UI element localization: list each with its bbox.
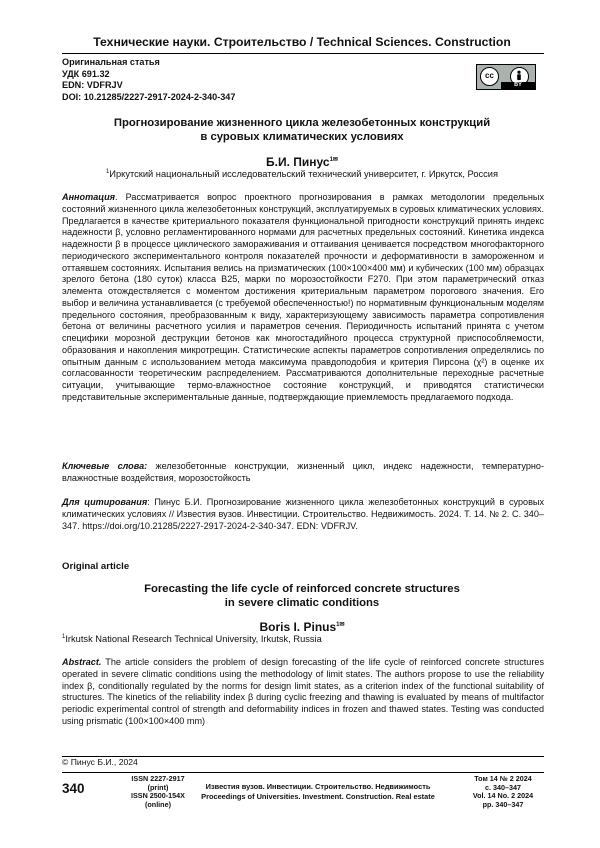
cc-by-license-badge[interactable] [476, 64, 536, 90]
en-affil-sup: 1 [62, 634, 66, 640]
udk: УДК 691.32 [62, 68, 110, 79]
ru-author-sup: 1✉ [329, 157, 338, 163]
doi[interactable]: DOI: 10.21285/2227-2917-2024-2-340-347 [62, 91, 236, 102]
article-type: Оригинальная статья [62, 57, 160, 67]
en-title [62, 582, 542, 610]
ru-keywords [62, 461, 544, 485]
ru-author [62, 155, 542, 169]
journal-header: Технические науки. Строительство / Technical Sciences. Construction [93, 35, 511, 49]
ru-citation [62, 497, 544, 532]
ru-title-line1: Прогнозирование жизненного цикла железобетонных конструкций [113, 117, 491, 129]
ru-title-line2: в суровых климатических условиях [200, 131, 404, 144]
en-article-type: Original article [62, 561, 130, 572]
ru-keywords-label: Ключевые слова: [62, 461, 148, 471]
ru-abstract-text: . Рассматривается вопрос проектного прогнозирования в рамках методологии предельных состояний жизненного цикла железобетонных конструкций, эксплуатируемых в суровых климатических условиях. Предлагается в качестве критериального показателя функциональной пригодности конструкций принять индекс надежности β, условно регламентированного нормами для расчетных предельных состояний. Кинетика индекса надежности β в процессе циклического замораживания и оттаивания ценивается посредством многофакторного периодического экспериментального контроля показателей прочности и деформативности в замороженном и оттаявшем состояниях. Испытания велись на призматических (100×100×400 мм) и кубических (100 мм) образцах зрелого бетона (180 суток) класса В25, марки по морозостойкости F270. При этом параметрический отказ элемента отождествляется с моментом достижения критериальным параметром порогового значения. Его выбор и величина устанавливается (с требуемой обеспеченностью!) по нормативным функциональным моделям предельного состояния, преобразованным к виду, характеризующему зависимость параметра сопротивления бетона от величины расчетного усилия и параметров сечения. Периодичность испытаний принята с учетом специфики морозной деструкции бетонов как многостадийного процесса структурной приспособляемости, образования и накопления микротрещин. Статистические аспекты параметров сопротивления определялись по опытным данным с использованием метода максимума правдоподобия и критерия Пирсона (χ²) в оценке их согласованности теоретическим распределением. Рассматриваются дополнительные переходные расчетные ситуации, учитывающие термо-влажностное состояние конструкций, и приводятся статистически представительные экспериментальные данные, подтверждающие приемлемость предлагаемого подхода. [62, 192, 544, 402]
en-abstract [62, 657, 544, 728]
ru-affil-sup: 1 [105, 169, 110, 175]
ru-abstract [62, 192, 544, 404]
pages-en: pp. 340–347 [482, 800, 524, 810]
header-rule [62, 53, 544, 54]
en-title-line2: in severe climatic conditions [224, 597, 380, 610]
en-title-line1: Forecasting the life cycle of reinforced concrete structures [144, 583, 460, 595]
en-affiliation-text: Irkutsk National Research Technical University, Irkutsk, Russia [65, 634, 322, 645]
ru-affiliation-text: Иркутский национальный исследовательский технический университет, г. Иркутск, Россия [109, 169, 499, 180]
ru-abstract-label: Аннотация [62, 192, 116, 202]
journal-name-block [183, 782, 453, 802]
en-author-name: Boris I. Pinus [259, 620, 337, 634]
copyright: © Пинус Б.И., 2024 [62, 757, 138, 767]
ru-citation-label: Для цитирования [62, 497, 148, 507]
article-meta [62, 57, 235, 103]
ru-affiliation [62, 169, 542, 179]
en-affiliation [62, 634, 542, 644]
ru-title [62, 116, 542, 144]
page-number: 340 [62, 781, 85, 796]
footer-rule [62, 772, 544, 773]
issn-print: ISSN 2227-2917 [131, 774, 185, 783]
en-author [62, 620, 542, 634]
issn-online-label: (online) [145, 800, 171, 810]
pages-ru: с. 340–347 [485, 782, 521, 792]
en-abstract-label: Abstract. [62, 657, 102, 667]
ru-keywords-text: железобетонные конструкции, жизненный цикл, индекс надежности, температурно-влажностные воздействия, морозостойкость [62, 461, 544, 483]
cc-icon: cc [480, 67, 499, 86]
en-author-sup: 1✉ [336, 622, 345, 628]
journal-name-en: Proceedings of Universities. Investment. Construction. Real estate [201, 792, 435, 801]
volume-block [462, 775, 544, 810]
en-abstract-text: The article considers the problem of design forecasting of the life cycle of reinforced concrete structures operated in severe climatic conditions using the methodology of limit states. The authors propose to use the reliability index β, conditionally regulated by the norms for design limit states, as a criterion index of the functional suitability of structures. The kinetics of the reliability index β during cyclic freezing and thawing is evaluated by means of multifactor periodic experimental control of strength and deformability indices in frozen and thawed states. Testing was conducted using prismatic (100×100×400 mm) [62, 657, 544, 726]
ru-citation-text: : Пинус Б.И. Прогнозирование жизненного цикла железобетонных конструкций в суровых климатических условиях // Известия вузов. Инвестиции. Строительство. Недвижимость. 2024. Т. 14. № 2. С. 340–347. https://doi.org/10.21285/2227-2917-2024-2-340-347. EDN: VDFRJV. [62, 497, 544, 531]
edn: EDN: VDFRJV [62, 80, 123, 91]
journal-name-ru: Известия вузов. Инвестиции. Строительство. Недвижимость [205, 782, 431, 791]
volume-en: Vol. 14 No. 2 2024 [472, 791, 534, 801]
ru-author-name: Б.И. Пинус [266, 155, 330, 169]
by-label: BY [501, 82, 535, 89]
issn-online: ISSN 2500-154X [131, 791, 185, 801]
volume-ru: Том 14 № 2 2024 [474, 774, 532, 783]
issn-print-label: (print) [147, 782, 169, 792]
